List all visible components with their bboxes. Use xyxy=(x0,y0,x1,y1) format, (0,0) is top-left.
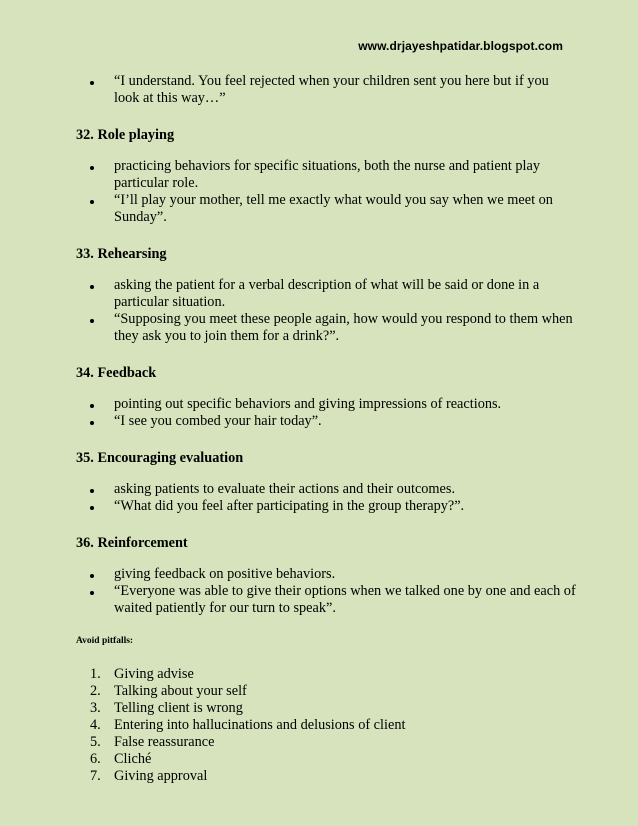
pitfalls-list xyxy=(76,666,576,785)
list-item xyxy=(114,583,576,617)
list-number: 4. xyxy=(90,717,101,733)
list-item xyxy=(90,717,576,734)
feedback-list xyxy=(76,396,576,430)
list-item xyxy=(114,396,576,413)
list-number: 7. xyxy=(90,768,101,784)
list-item-text: Telling client is wrong xyxy=(114,700,243,716)
section-title-reinforcement: 36. Reinforcement xyxy=(76,535,188,551)
list-item xyxy=(114,192,576,226)
list-item xyxy=(90,751,576,768)
list-item-text: Cliché xyxy=(114,751,152,767)
list-item xyxy=(114,566,576,583)
list-item-text: pointing out specific behaviors and giving impressions of reactions. xyxy=(114,396,502,412)
list-item-text: “I’ll play your mother, tell me exactly what would you say when we meet on Sunday”. xyxy=(114,192,553,225)
list-item xyxy=(90,683,576,700)
list-item-text: “Supposing you meet these people again, how would you respond to them when they ask you to join them for a drink?”. xyxy=(114,311,573,344)
bullet-icon xyxy=(90,591,94,595)
list-item xyxy=(114,277,576,311)
list-item-text: practicing behaviors for specific situations, both the nurse and patient play particular role. xyxy=(114,158,541,191)
section-title-feedback: 34. Feedback xyxy=(76,365,157,381)
bullet-icon xyxy=(90,489,94,493)
bullet-icon xyxy=(90,200,94,204)
list-item xyxy=(90,734,576,751)
list-item xyxy=(90,768,576,785)
list-item-text: giving feedback on positive behaviors. xyxy=(114,566,336,582)
rehearsing-list xyxy=(76,277,576,345)
list-item xyxy=(114,311,576,345)
section-title-rehearsing: 33. Rehearsing xyxy=(76,246,167,262)
intro-list xyxy=(76,73,576,107)
list-item xyxy=(114,158,576,192)
bullet-icon xyxy=(90,574,94,578)
list-number: 6. xyxy=(90,751,101,767)
list-number: 5. xyxy=(90,734,101,750)
list-item-text: asking the patient for a verbal description of what will be said or done in a particular situation. xyxy=(114,277,540,310)
list-item xyxy=(90,700,576,717)
list-item-text: “What did you feel after participating in the group therapy?”. xyxy=(114,498,465,514)
list-item-text: Giving approval xyxy=(114,768,208,784)
list-item xyxy=(114,413,576,430)
bullet-icon xyxy=(90,421,94,425)
list-item xyxy=(114,481,576,498)
list-item-text: Talking about your self xyxy=(114,683,247,699)
list-item-text: “I see you combed your hair today”. xyxy=(114,413,322,429)
bullet-icon xyxy=(90,404,94,408)
list-item xyxy=(90,666,576,683)
list-item-text: False reassurance xyxy=(114,734,215,750)
reinforcement-list xyxy=(76,566,576,617)
list-item xyxy=(114,498,576,515)
role-playing-list xyxy=(76,158,576,226)
section-title-role-playing: 32. Role playing xyxy=(76,127,175,143)
list-item-text: asking patients to evaluate their actions and their outcomes. xyxy=(114,481,456,497)
list-number: 1. xyxy=(90,666,101,682)
bullet-icon xyxy=(90,166,94,170)
list-item-text: Entering into hallucinations and delusions of client xyxy=(114,717,406,733)
bullet-icon xyxy=(90,319,94,323)
bullet-icon xyxy=(90,81,94,85)
list-number: 3. xyxy=(90,700,101,716)
list-number: 2. xyxy=(90,683,101,699)
bullet-icon xyxy=(90,285,94,289)
list-item-text: “Everyone was able to give their options when we talked one by one and each of waited patiently for our turn to speak”. xyxy=(114,583,576,616)
encouraging-evaluation-list xyxy=(76,481,576,515)
document-body xyxy=(76,73,576,785)
list-item-text: Giving advise xyxy=(114,666,194,682)
header-url: www.drjayeshpatidar.blogspot.com xyxy=(358,39,563,53)
section-title-encouraging-evaluation: 35. Encouraging evaluation xyxy=(76,450,244,466)
list-item xyxy=(114,73,576,107)
pitfalls-title: Avoid pitfalls: xyxy=(76,636,134,646)
list-item-text: “I understand. You feel rejected when your children sent you here but if you look at this way…” xyxy=(114,73,549,106)
bullet-icon xyxy=(90,506,94,510)
